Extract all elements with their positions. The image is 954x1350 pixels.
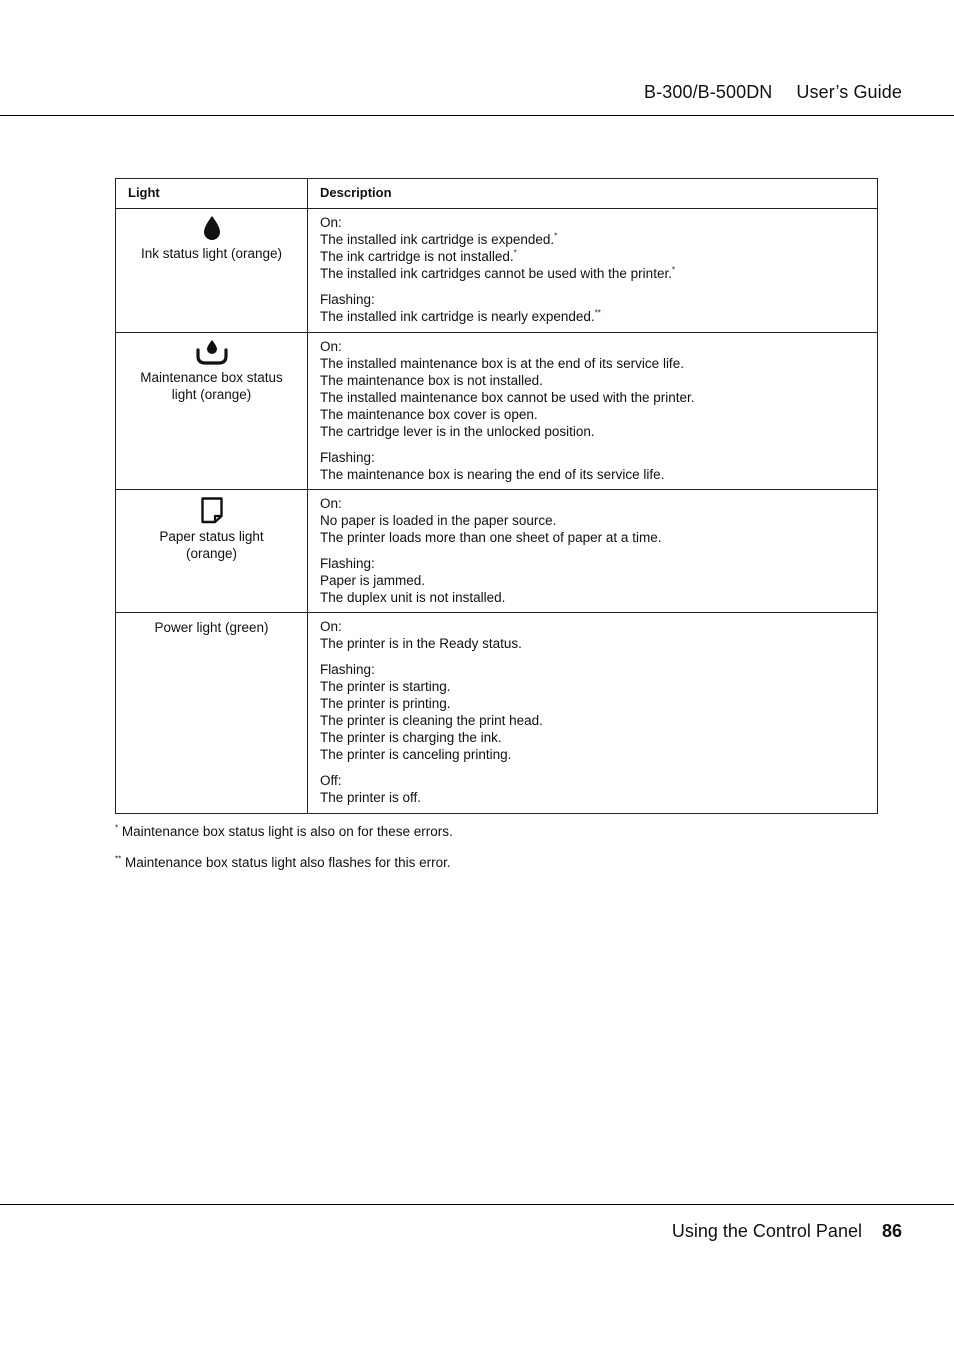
description-line: The printer is starting. [320, 679, 451, 694]
footnotes [115, 824, 453, 870]
table-row [116, 333, 878, 490]
description-line: The printer is canceling printing. [320, 747, 512, 762]
off-label: Off: [320, 773, 342, 788]
description-line: The installed maintenance box cannot be used with the printer. [320, 390, 695, 405]
light-cell-paper [116, 490, 308, 613]
light-name: Ink status light (orange) [140, 246, 283, 261]
description-cell-paper [308, 490, 878, 613]
description-cell-ink [308, 209, 878, 333]
ink-drop-icon [202, 215, 222, 241]
description-line: The printer is cleaning the print head. [320, 713, 543, 728]
description-line: The maintenance box is nearing the end of its service life. [320, 467, 665, 482]
flashing-label: Flashing: [320, 450, 375, 465]
description-line: The printer is printing. [320, 696, 451, 711]
guide-title: User’s Guide [796, 82, 902, 102]
light-cell-ink [116, 209, 308, 333]
description-line: The printer is charging the ink. [320, 730, 502, 745]
status-lights-table [115, 178, 878, 814]
light-name-line: Maintenance box status [140, 370, 283, 385]
footnote [115, 824, 453, 839]
footnote-text: Maintenance box status light is also on for these errors. [118, 824, 453, 839]
light-name-line: (orange) [185, 546, 238, 561]
page-header [644, 82, 902, 103]
page-footer [672, 1221, 902, 1242]
footer-rule [0, 1204, 954, 1205]
table-header-row [116, 179, 878, 209]
flashing-label: Flashing: [320, 662, 375, 677]
description-line: The printer is off. [320, 790, 422, 805]
description-line: The ink cartridge is not installed.* [320, 248, 517, 264]
section-title: Using the Control Panel [671, 1221, 862, 1241]
light-name: Power light (green) [154, 620, 269, 635]
on-label: On: [320, 215, 342, 230]
column-header-light: Light [116, 179, 308, 209]
page-number: 86 [881, 1221, 902, 1241]
maintenance-box-icon [195, 339, 229, 365]
description-line: The installed maintenance box is at the end of its service life. [320, 356, 684, 371]
description-line: The installed ink cartridge is nearly expended.** [320, 308, 601, 324]
description-line: Paper is jammed. [320, 573, 426, 588]
light-cell-maintenance [116, 333, 308, 490]
footnote-mark: ** [115, 854, 122, 864]
paper-icon [200, 496, 224, 524]
description-line: The installed ink cartridge is expended.* [320, 231, 558, 247]
table-row [116, 490, 878, 613]
model-name: B-300/B-500DN [644, 82, 773, 102]
description-line: The maintenance box is not installed. [320, 373, 543, 388]
on-label: On: [320, 619, 342, 634]
table-row [116, 613, 878, 814]
flashing-label: Flashing: [320, 556, 375, 571]
description-line: The duplex unit is not installed. [320, 590, 506, 605]
description-line: The cartridge lever is in the unlocked position. [320, 424, 595, 439]
description-cell-maintenance [308, 333, 878, 490]
table-row [116, 209, 878, 333]
light-name-line: Paper status light [159, 529, 264, 544]
footnote-mark: * [115, 823, 119, 833]
description-cell-power [308, 613, 878, 814]
description-line: The maintenance box cover is open. [320, 407, 538, 422]
flashing-label: Flashing: [320, 292, 375, 307]
description-line: No paper is loaded in the paper source. [320, 513, 557, 528]
on-label: On: [320, 339, 342, 354]
light-cell-power [116, 613, 308, 814]
description-line: The installed ink cartridges cannot be used with the printer.* [320, 265, 676, 281]
description-line: The printer loads more than one sheet of paper at a time. [320, 530, 662, 545]
light-name-line: light (orange) [171, 387, 252, 402]
description-line: The printer is in the Ready status. [320, 636, 522, 651]
header-rule [0, 115, 954, 116]
column-header-description: Description [308, 179, 878, 209]
footnote [115, 855, 453, 870]
footnote-text: Maintenance box status light also flashes for this error. [121, 855, 451, 870]
on-label: On: [320, 496, 342, 511]
